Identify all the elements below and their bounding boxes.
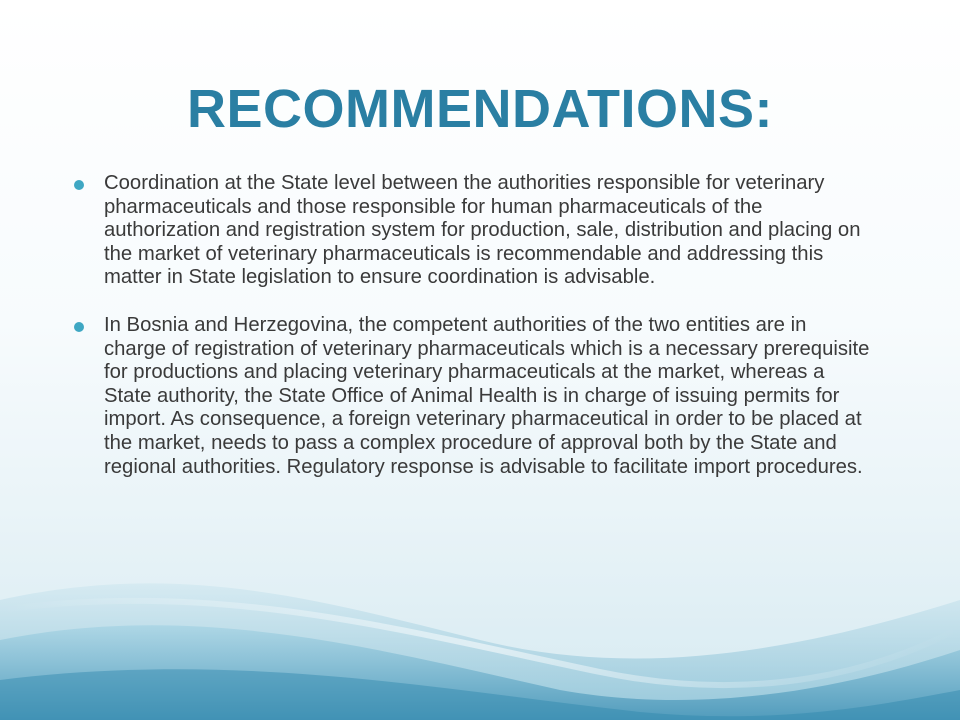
bullet-item — [72, 314, 872, 479]
bullet-list — [72, 172, 872, 503]
bullet-dot-icon — [74, 180, 84, 190]
bullet-item — [72, 172, 872, 290]
slide-title: RECOMMENDATIONS: — [187, 79, 773, 139]
bullet-text: In Bosnia and Herzegovina, the competent authorities of the two entities are in charge of registration of veterinary pharmaceuticals which is a necessary prerequisite for productions and placing veterinary pharmaceuticals at the market, whereas a State authority, the State Office of Animal Health is in charge of issuing permits for import. As consequence, a foreign veterinary pharmaceutical in order to be placed at the market, needs to pass a complex procedure of approval both by the State and regional authorities. Regulatory response is advisable to facilitate import procedures. — [104, 313, 870, 478]
bullet-dot-icon — [74, 322, 84, 332]
bullet-text: Coordination at the State level between the authorities responsible for veterinary pharmaceuticals and those responsible for human pharmaceuticals of the authorization and registration system for production, sale, distribution and placing on the market of veterinary pharmaceuticals is recommendable and addressing this matter in State legislation to ensure coordination is advisable. — [104, 172, 861, 289]
